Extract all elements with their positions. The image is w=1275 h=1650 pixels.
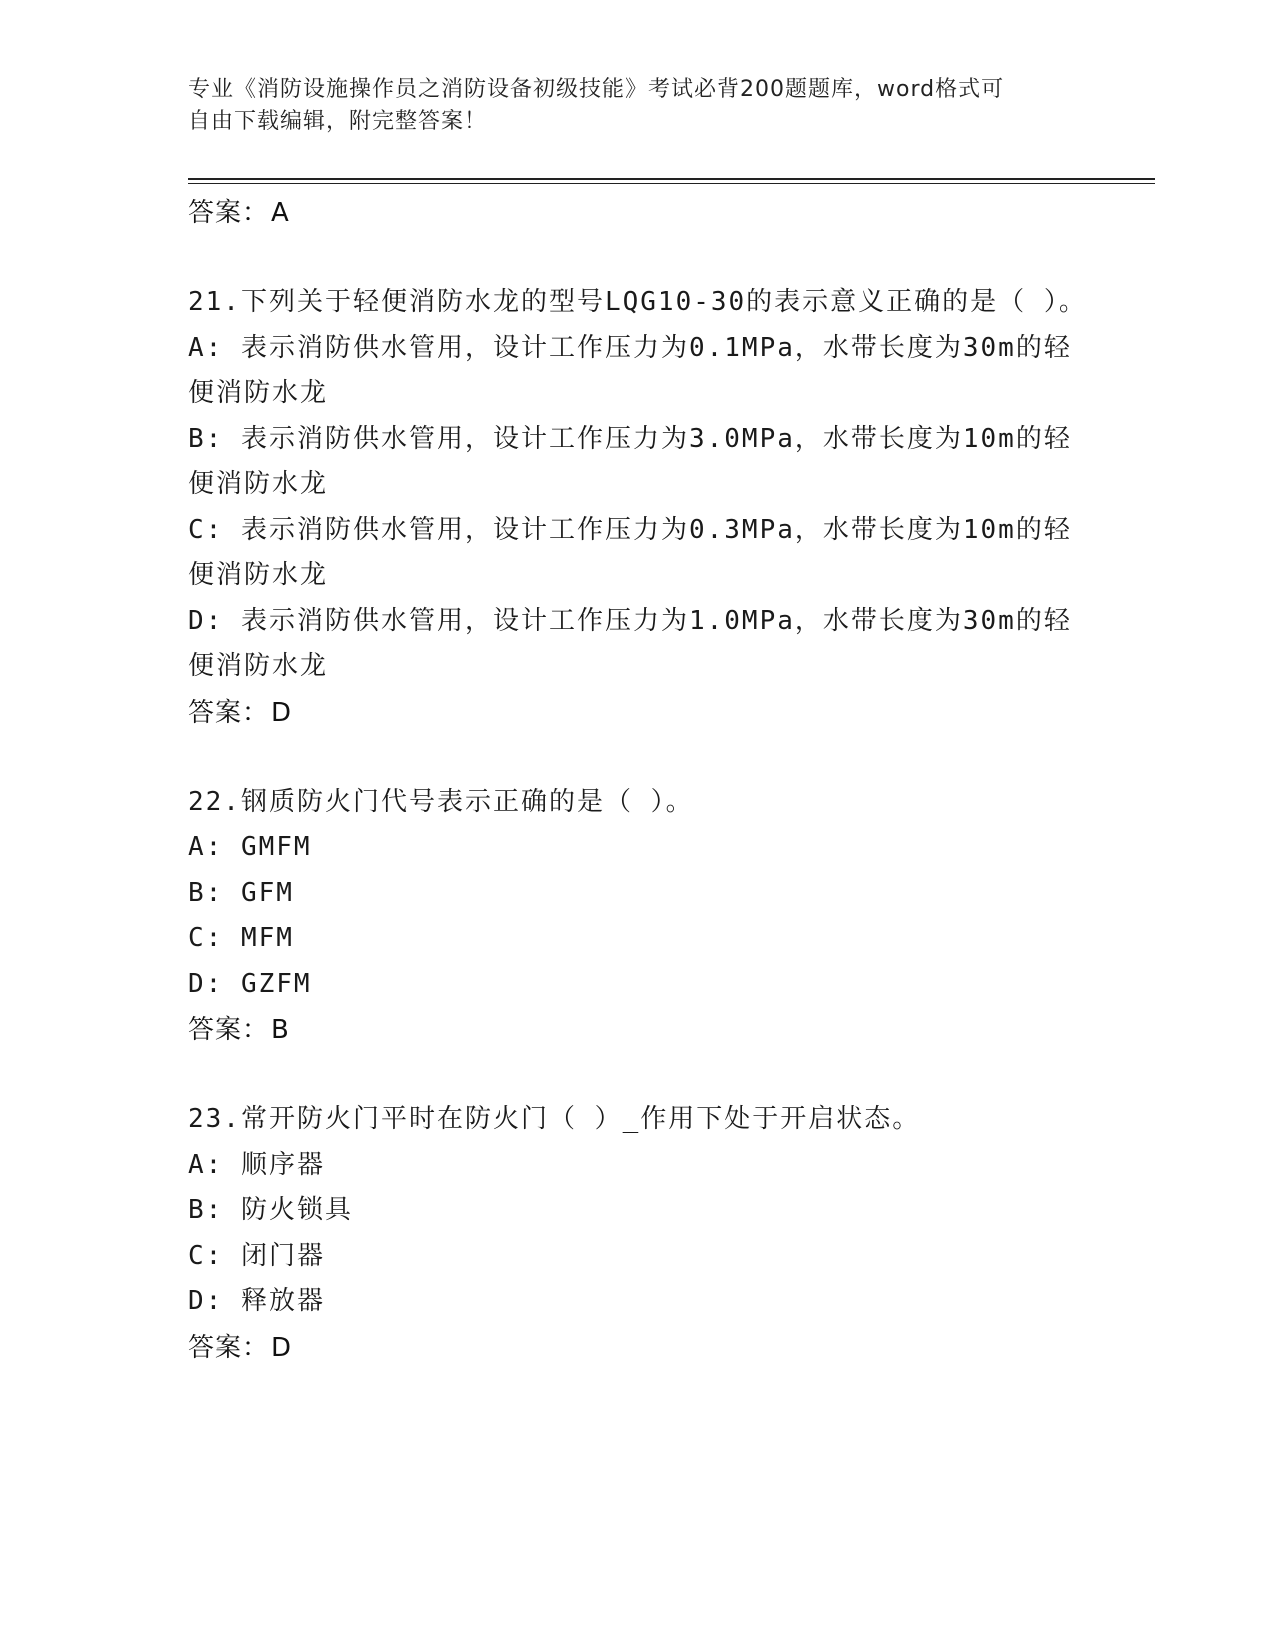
document-body	[188, 190, 1088, 1371]
question-23	[188, 1097, 1088, 1371]
answer-label: 答案：	[188, 697, 270, 728]
answer-value: D	[271, 697, 293, 728]
header-line-1: 专业《消防设施操作员之消防设备初级技能》考试必背200题题库，word格式可	[188, 77, 1005, 102]
answer-line	[188, 1007, 1088, 1053]
question-text: 23.常开防火门平时在防火门（ ）_作用下处于开启状态。	[188, 1104, 921, 1134]
answer-line	[188, 190, 1088, 236]
question-22	[188, 780, 1088, 1054]
option-d: D: 释放器	[188, 1286, 325, 1316]
option-b: B: 防火锁具	[188, 1195, 353, 1225]
answer-value: D	[271, 1332, 293, 1363]
question-21	[188, 280, 1088, 736]
answer-value: A	[271, 198, 290, 228]
answer-line	[188, 690, 1088, 736]
header-divider-thick	[188, 178, 1155, 180]
option-c: C: MFM	[188, 923, 294, 953]
question-text: 22.钢质防火门代号表示正确的是（ ）。	[188, 786, 694, 817]
option-c: C: 闭门器	[188, 1240, 325, 1271]
option-a: A: 顺序器	[188, 1149, 325, 1180]
option-a: A: GMFM	[188, 832, 312, 862]
option-a: A: 表示消防供水管用，设计工作压力为0.1MPa，水带长度为30m的轻便消防水龙	[188, 332, 1072, 408]
document-header	[188, 74, 1068, 138]
answer-label: 答案：	[188, 1332, 270, 1363]
answer-line	[188, 1325, 1088, 1371]
option-d: D: 表示消防供水管用，设计工作压力为1.0MPa，水带长度为30m的轻便消防水龙	[188, 605, 1072, 681]
option-c: C: 表示消防供水管用，设计工作压力为0.3MPa，水带长度为10m的轻便消防水龙	[188, 514, 1072, 590]
header-divider-thin	[188, 183, 1155, 184]
answer-value: B	[271, 1015, 290, 1045]
option-b: B: GFM	[188, 877, 294, 908]
answer-label: 答案：	[188, 198, 270, 228]
option-d: D: GZFM	[188, 968, 312, 999]
header-line-2: 自由下载编辑，附完整答案！	[188, 109, 488, 134]
answer-label: 答案：	[188, 1015, 270, 1045]
question-text: 21.下列关于轻便消防水龙的型号LQG10-30的表示意义正确的是（ ）。	[188, 287, 1087, 317]
option-b: B: 表示消防供水管用，设计工作压力为3.0MPa，水带长度为10m的轻便消防水龙	[188, 423, 1072, 499]
